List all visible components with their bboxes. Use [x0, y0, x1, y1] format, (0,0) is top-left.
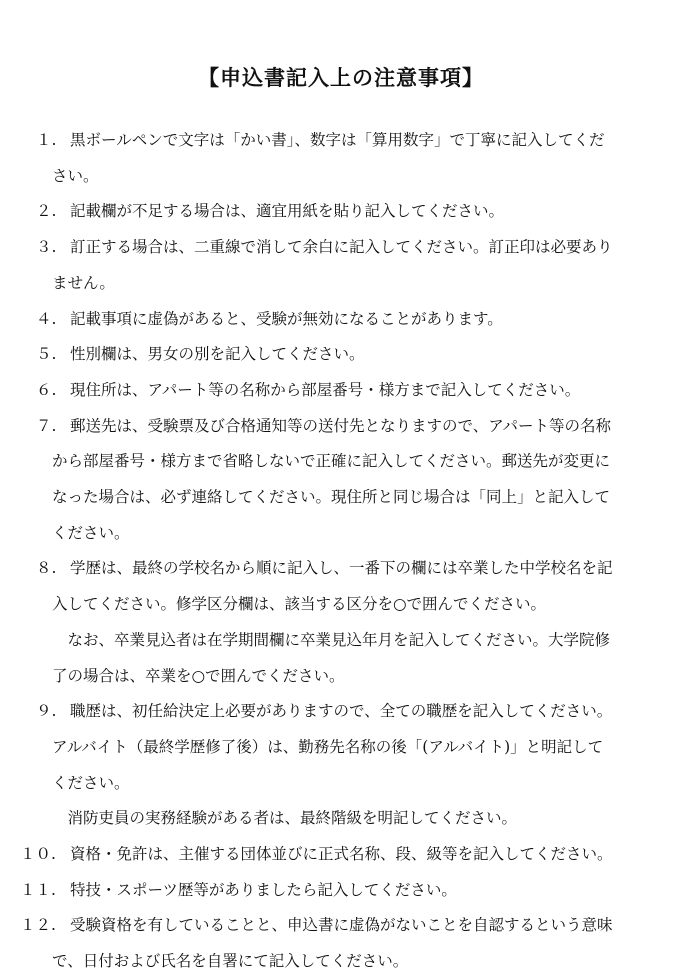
item-first-line — [36, 309, 503, 329]
item-text: 性別欄は、男女の別を記入してください。 — [70, 345, 365, 363]
item-first-line — [36, 416, 611, 436]
item-continuation-line: から部屋番号・様方まで省略しないで正確に記入してください。郵送先が変更に — [52, 452, 611, 470]
item-number: ８. — [36, 559, 57, 577]
item-first-line — [36, 558, 613, 578]
item-text: 記載事項に虚偽があると、受験が無効になることがあります。 — [70, 310, 503, 328]
item-first-line — [20, 880, 457, 900]
item-text: 資格・免許は、主催する団体並びに正式名称、段、級等を記入してください。 — [70, 845, 613, 863]
item-continuation-line: ません。 — [52, 274, 115, 292]
item-first-line — [36, 237, 613, 257]
item-text: 記載欄が不足する場合は、適宜用紙を貼り記入してください。 — [70, 202, 505, 220]
item-first-line — [36, 380, 580, 400]
item-number: １０. — [20, 845, 56, 863]
item-number: ６. — [36, 381, 57, 399]
item-first-line — [36, 344, 365, 364]
item-continuation-line: 入してください。修学区分欄は、該当する区分を○で囲んでください。 — [52, 595, 547, 613]
item-number: １. — [36, 131, 57, 149]
item-first-line — [36, 201, 504, 221]
item-first-line — [36, 130, 604, 150]
item-text: 特技・スポーツ歴等がありましたら記入してください。 — [70, 881, 457, 899]
item-text: 受験資格を有していることと、申込書に虚偽がないことを自認するという意味 — [70, 916, 613, 934]
item-continuation-line: ください。 — [52, 774, 130, 792]
item-number: ４. — [36, 310, 57, 328]
item-continuation-line: なお、卒業見込者は在学期間欄に卒業見込年月を記入してください。大学院修 — [52, 631, 611, 649]
item-text: 学歴は、最終の学校名から順に記入し、一番下の欄には卒業した中学校名を記 — [70, 559, 613, 577]
item-number: ３. — [36, 238, 57, 256]
item-text: 現住所は、アパート等の名称から部屋番号・様方まで記入してください。 — [70, 381, 581, 399]
item-number: １１. — [20, 881, 56, 899]
item-number: ９. — [36, 702, 57, 720]
item-continuation-line: アルバイト（最終学歴修了後）は、勤務先名称の後「(アルバイト)」と明記して — [52, 738, 604, 756]
item-continuation-line: さい。 — [52, 167, 99, 185]
item-number: ２. — [36, 202, 57, 220]
item-text: 訂正する場合は、二重線で消して余白に記入してください。訂正印は必要あり — [70, 238, 613, 256]
item-continuation-line: ください。 — [52, 524, 130, 542]
item-first-line — [20, 915, 613, 935]
item-number: １２. — [20, 916, 56, 934]
item-continuation-line: 消防吏員の実務経験がある者は、最終階級を明記してください。 — [52, 809, 518, 827]
item-first-line — [20, 844, 613, 864]
item-text: 黒ボールペンで文字は「かい書」、数字は「算用数字」で丁寧に記入してくだ — [70, 131, 605, 149]
page-title: 【申込書記入上の注意事項】 — [198, 66, 484, 90]
item-number: ５. — [36, 345, 57, 363]
item-text: 郵送先は、受験票及び合格通知等の送付先となりますので、アパート等の名称 — [70, 417, 611, 435]
item-continuation-line: 了の場合は、卒業を○で囲んでください。 — [52, 667, 345, 685]
item-first-line — [36, 701, 612, 721]
item-text: 職歴は、初任給決定上必要がありますので、全ての職歴を記入してください。 — [70, 702, 613, 720]
item-number: ７. — [36, 417, 57, 435]
item-continuation-line: なった場合は、必ず連絡してください。現住所と同じ場合は「同上」と記入して — [52, 488, 611, 506]
item-continuation-line: で、日付および氏名を自署にて記入してください。 — [52, 952, 409, 970]
